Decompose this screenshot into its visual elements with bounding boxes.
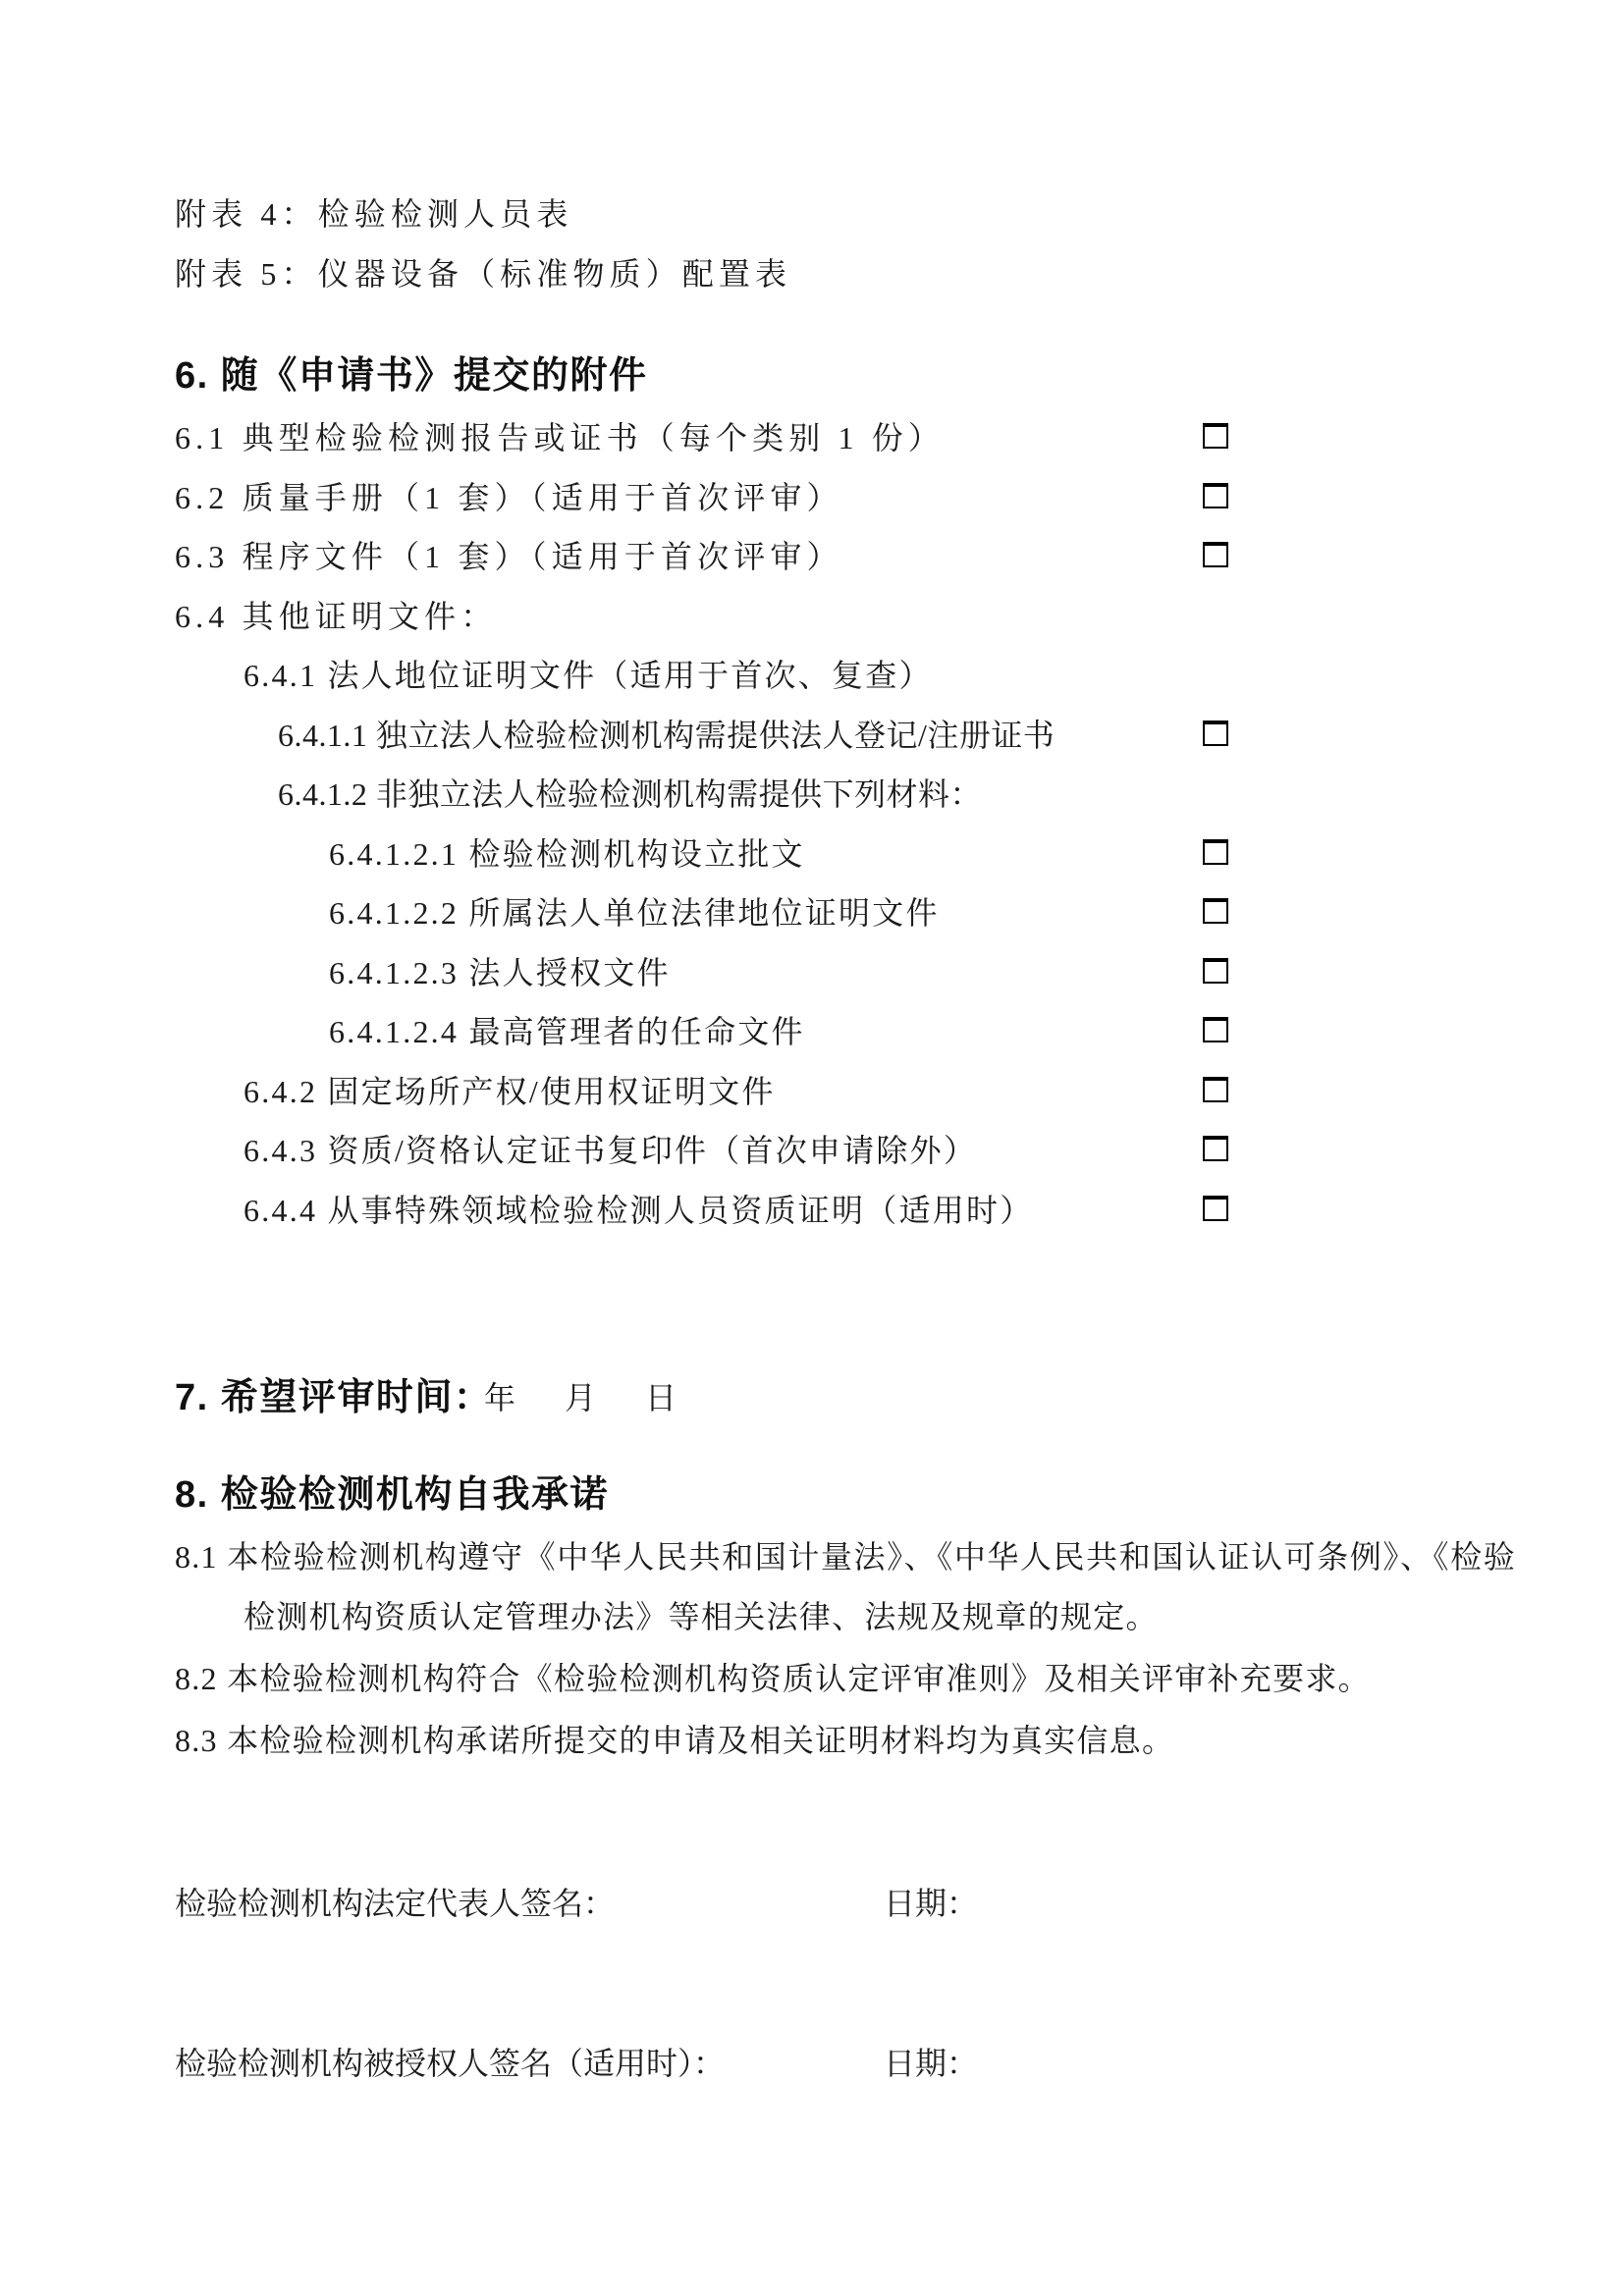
checkbox-6-2[interactable] [1203, 483, 1228, 508]
checklist-item-6-4-1-1 [175, 717, 1516, 779]
appendix-note-text: 附表 5：仪器设备（标准物质）配置表 [175, 256, 792, 292]
checkbox-6-4-1-2-3[interactable] [1203, 958, 1228, 984]
checklist-item-text: 6.4.1.2 非独立法人检验检测机构需提供下列材料： [278, 776, 982, 812]
section8-body [175, 1527, 1516, 1771]
checklist-item-text: 6.4.1.2.2 所属法人单位法律地位证明文件 [329, 895, 940, 931]
checklist-item-text: 6.4.4 从事特殊领域检验检测人员资质证明（适用时） [244, 1192, 1034, 1228]
checklist-item-text: 6.4.1.1 独立法人检验检测机构需提供法人登记/注册证书 [278, 717, 1056, 753]
commitment-paragraph-8-2: 8.2 本检验检测机构符合《检验检测机构资质认定评审准则》及相关评审补充要求。 [175, 1661, 1371, 1696]
checkbox-6-4-1-2-4[interactable] [1203, 1017, 1228, 1042]
checklist-item-text: 6.4.1.2.4 最高管理者的任命文件 [329, 1014, 805, 1049]
checklist-item-text: 6.4.1.2.3 法人授权文件 [329, 954, 671, 990]
checklist-item-6-4-1-2-4 [175, 1016, 1516, 1076]
section7-heading: 7. 希望评审时间： [175, 1377, 493, 1418]
day-label: 日 [645, 1380, 677, 1415]
checklist-item-6-4-1-2-1 [175, 835, 1516, 898]
checklist-item-6-4-1-2 [175, 778, 1516, 838]
checkbox-6-4-2[interactable] [1203, 1077, 1228, 1102]
checklist-item-6-4-1 [175, 660, 1516, 720]
checklist-item-6-4 [175, 598, 1516, 661]
checklist-item-6-3 [175, 541, 1516, 601]
signature-row-authorized-person [175, 2048, 1516, 2087]
month-label: 月 [565, 1380, 597, 1415]
commitment-paragraph-8-3: 8.3 本检验检测机构承诺所提交的申请及相关证明材料均为真实信息。 [175, 1723, 1175, 1758]
checklist-item-6-4-1-2-3 [175, 954, 1516, 1017]
section8-heading: 8. 检验检测机构自我承诺 [175, 1474, 610, 1516]
commitment-paragraph-8-1: 8.1 本检验检测机构遵守《中华人民共和国计量法》、《中华人民共和国认证认可条例》、《检验检测机构资质认定管理办法》等相关法律、法规及规章的规定。 [175, 1539, 1516, 1634]
section6-checklist [175, 422, 1516, 1254]
checkbox-6-4-4[interactable] [1203, 1196, 1228, 1221]
checkbox-6-4-1-2-2[interactable] [1203, 898, 1228, 924]
appendix-notes [175, 198, 1516, 318]
checklist-item-6-2 [175, 479, 1516, 542]
checkbox-6-4-1-1[interactable] [1203, 721, 1228, 746]
checklist-item-text: 6.4.2 固定场所产权/使用权证明文件 [244, 1073, 776, 1109]
section7 [175, 1377, 1516, 1424]
appendix-note-text: 附表 4：检验检测人员表 [175, 196, 573, 232]
signature-label: 检验检测机构被授权人签名（适用时）： [175, 2046, 726, 2081]
checklist-item-text: 6.4 其他证明文件： [175, 598, 498, 634]
date-label: 日期： [884, 1886, 979, 1921]
checklist-item-text: 6.1 典型检验检测报告或证书（每个类别 1 份） [175, 420, 946, 455]
signature-label: 检验检测机构法定代表人签名： [175, 1886, 616, 1921]
checklist-item-text: 6.2 质量手册（1 套）（适用于首次评审） [175, 479, 843, 515]
checkbox-6-3[interactable] [1203, 542, 1228, 567]
checklist-item-6-4-1-2-2 [175, 897, 1516, 957]
date-label: 日期： [884, 2046, 979, 2081]
signature-row-representative [175, 1888, 1516, 1927]
appendix-note-5 [175, 258, 1516, 318]
checklist-item-6-1 [175, 422, 1516, 482]
checklist-item-text: 6.3 程序文件（1 套）（适用于首次评审） [175, 539, 843, 574]
year-label: 年 [484, 1380, 516, 1415]
checklist-item-text: 6.4.1.2.1 检验检测机构设立批文 [329, 835, 805, 872]
checkbox-6-4-3[interactable] [1203, 1136, 1228, 1161]
checklist-item-text: 6.4.1 法人地位证明文件（适用于首次、复查） [244, 658, 933, 693]
appendix-note-4 [175, 198, 1516, 258]
checklist-item-6-4-4 [175, 1192, 1516, 1255]
checklist-item-6-4-3 [175, 1135, 1516, 1195]
checklist-item-text: 6.4.3 资质/资格认定证书复印件（首次申请除外） [244, 1133, 978, 1168]
checkbox-6-4-1-2-1[interactable] [1203, 839, 1228, 865]
section6-heading: 6. 随《申请书》提交的附件 [175, 355, 648, 397]
checkbox-6-1[interactable] [1203, 423, 1228, 449]
checklist-item-6-4-2 [175, 1073, 1516, 1136]
